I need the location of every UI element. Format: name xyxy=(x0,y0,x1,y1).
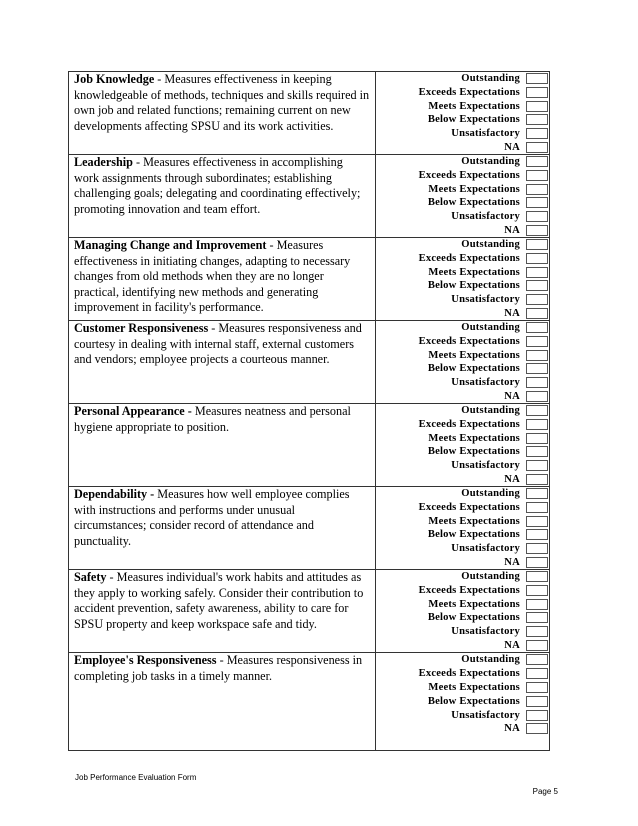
criterion-description xyxy=(69,404,376,486)
criterion-description xyxy=(69,570,376,652)
rating-row xyxy=(376,127,549,141)
rating-label: Outstanding xyxy=(461,156,520,168)
rating-checkbox[interactable] xyxy=(526,336,548,347)
rating-row xyxy=(376,694,549,708)
rating-label: NA xyxy=(504,723,520,735)
rating-checkbox[interactable] xyxy=(526,654,548,665)
rating-row xyxy=(376,667,549,681)
rating-checkbox[interactable] xyxy=(526,543,548,554)
rating-options xyxy=(376,238,549,320)
rating-label: NA xyxy=(504,556,520,568)
rating-label: Meets Expectations xyxy=(428,266,520,278)
rating-checkbox[interactable] xyxy=(526,350,548,361)
rating-label: Outstanding xyxy=(461,73,520,85)
rating-label: Below Expectations xyxy=(427,529,520,541)
rating-row xyxy=(376,514,549,528)
rating-row xyxy=(376,708,549,722)
rating-checkbox[interactable] xyxy=(526,474,548,485)
rating-label: Below Expectations xyxy=(427,280,520,292)
rating-label: Outstanding xyxy=(461,571,520,583)
rating-label: NA xyxy=(504,141,520,153)
rating-checkbox[interactable] xyxy=(526,668,548,679)
rating-label: NA xyxy=(504,473,520,485)
rating-row xyxy=(376,362,549,376)
rating-row xyxy=(376,321,549,335)
rating-options xyxy=(376,653,549,750)
rating-checkbox[interactable] xyxy=(526,502,548,513)
footer-form-name: Job Performance Evaluation Form xyxy=(75,773,197,782)
rating-checkbox[interactable] xyxy=(526,114,548,125)
rating-label: Outstanding xyxy=(461,239,520,251)
rating-options xyxy=(376,321,549,403)
rating-row xyxy=(376,638,549,652)
rating-label: Below Expectations xyxy=(427,114,520,126)
criterion-title: Customer Responsiveness xyxy=(74,321,209,335)
rating-checkbox[interactable] xyxy=(526,170,548,181)
rating-options xyxy=(376,404,549,486)
rating-row xyxy=(376,570,549,584)
rating-options xyxy=(376,72,549,154)
rating-row xyxy=(376,431,549,445)
rating-checkbox[interactable] xyxy=(526,446,548,457)
rating-row xyxy=(376,459,549,473)
rating-row xyxy=(376,653,549,667)
rating-checkbox[interactable] xyxy=(526,308,548,319)
criterion-text: - Measures effectiveness in accomplishing work assignments through subordinates; establishing challenging goals; delegating and coordinating effectively; promoting innovation and team effort. xyxy=(74,155,361,216)
rating-label: Below Expectations xyxy=(427,197,520,209)
criterion-section xyxy=(68,320,550,403)
rating-row xyxy=(376,223,549,237)
rating-options xyxy=(376,570,549,652)
rating-checkbox[interactable] xyxy=(526,488,548,499)
rating-label: Exceeds Expectations xyxy=(418,170,520,181)
rating-label: Below Expectations xyxy=(427,363,520,375)
criterion-title: Managing Change and Improvement xyxy=(74,238,267,252)
rating-checkbox[interactable] xyxy=(526,280,548,291)
rating-label: Below Expectations xyxy=(427,612,520,624)
rating-checkbox[interactable] xyxy=(526,87,548,98)
rating-row xyxy=(376,86,549,100)
rating-checkbox[interactable] xyxy=(526,571,548,582)
rating-row xyxy=(376,155,549,169)
rating-options xyxy=(376,155,549,237)
rating-label: Meets Expectations xyxy=(428,100,520,112)
criterion-section xyxy=(68,486,550,569)
criterion-section xyxy=(68,569,550,652)
criterion-description xyxy=(69,155,376,237)
criterion-title: Safety xyxy=(74,570,107,584)
rating-checkbox[interactable] xyxy=(526,599,548,610)
rating-row xyxy=(376,528,549,542)
rating-row xyxy=(376,681,549,695)
rating-label: Meets Expectations xyxy=(428,515,520,527)
rating-row xyxy=(376,182,549,196)
rating-label: Meets Expectations xyxy=(428,349,520,361)
criterion-title: Job Knowledge xyxy=(74,72,155,86)
rating-checkbox[interactable] xyxy=(526,460,548,471)
rating-label: Unsatisfactory xyxy=(451,377,520,389)
rating-row xyxy=(376,611,549,625)
rating-label: Exceeds Expectations xyxy=(418,87,520,98)
rating-row xyxy=(376,555,549,569)
rating-row xyxy=(376,389,549,403)
rating-checkbox[interactable] xyxy=(526,73,548,84)
rating-label: Unsatisfactory xyxy=(451,294,520,306)
rating-row xyxy=(376,252,549,266)
rating-checkbox[interactable] xyxy=(526,529,548,540)
rating-checkbox[interactable] xyxy=(526,128,548,139)
rating-options xyxy=(376,487,549,569)
rating-label: Outstanding xyxy=(461,405,520,417)
rating-label: NA xyxy=(504,639,520,651)
rating-row xyxy=(376,376,549,390)
rating-checkbox[interactable] xyxy=(526,640,548,651)
rating-row xyxy=(376,306,549,320)
criterion-text: - Measures effectiveness in initiating changes, adapting to necessary changes from old methods when they are no longer practical, identifying new methods and generating improvement in facility's performance. xyxy=(74,238,351,315)
rating-checkbox[interactable] xyxy=(526,516,548,527)
rating-checkbox[interactable] xyxy=(526,696,548,707)
rating-checkbox[interactable] xyxy=(526,211,548,222)
rating-checkbox[interactable] xyxy=(526,101,548,112)
rating-row xyxy=(376,472,549,486)
rating-label: NA xyxy=(504,390,520,402)
criterion-section xyxy=(68,403,550,486)
footer-page-number: Page 5 xyxy=(532,787,558,796)
rating-row xyxy=(376,542,549,556)
criterion-text: Measures how well employee complies with instructions and performs under unusual circumstances; consider record of attendance and punctuality. xyxy=(74,487,350,548)
criterion-text: Measures neatness and personal hygiene appropriate to position. xyxy=(74,404,351,434)
rating-row xyxy=(376,597,549,611)
rating-checkbox[interactable] xyxy=(526,585,548,596)
criterion-title: Leadership xyxy=(74,155,133,169)
criterion-section xyxy=(68,652,550,751)
rating-label: Unsatisfactory xyxy=(451,543,520,555)
criterion-description xyxy=(69,653,376,750)
rating-row xyxy=(376,404,549,418)
rating-row xyxy=(376,501,549,515)
rating-checkbox[interactable] xyxy=(526,391,548,402)
rating-checkbox[interactable] xyxy=(526,557,548,568)
rating-label: Exceeds Expectations xyxy=(418,419,520,430)
rating-checkbox[interactable] xyxy=(526,225,548,236)
rating-label: NA xyxy=(504,307,520,319)
rating-label: Meets Expectations xyxy=(428,598,520,610)
rating-label: Unsatisfactory xyxy=(451,128,520,140)
criterion-description xyxy=(69,238,376,320)
rating-row xyxy=(376,584,549,598)
rating-row xyxy=(376,348,549,362)
rating-checkbox[interactable] xyxy=(526,184,548,195)
rating-row xyxy=(376,196,549,210)
rating-label: Below Expectations xyxy=(427,695,520,707)
criterion-section xyxy=(68,237,550,320)
criterion-section xyxy=(68,154,550,237)
rating-checkbox[interactable] xyxy=(526,197,548,208)
rating-label: Outstanding xyxy=(461,322,520,334)
rating-label: Exceeds Expectations xyxy=(418,336,520,347)
rating-label: Unsatisfactory xyxy=(451,709,520,721)
rating-row xyxy=(376,335,549,349)
rating-label: NA xyxy=(504,224,520,236)
rating-label: Meets Expectations xyxy=(428,681,520,693)
criterion-description xyxy=(69,321,376,403)
rating-row xyxy=(376,99,549,113)
rating-checkbox[interactable] xyxy=(526,626,548,637)
rating-checkbox[interactable] xyxy=(526,682,548,693)
rating-row xyxy=(376,279,549,293)
rating-label: Exceeds Expectations xyxy=(418,253,520,264)
rating-checkbox[interactable] xyxy=(526,419,548,430)
rating-row xyxy=(376,113,549,127)
rating-row xyxy=(376,238,549,252)
rating-label: Unsatisfactory xyxy=(451,626,520,638)
rating-label: Unsatisfactory xyxy=(451,460,520,472)
criterion-title: Dependability - xyxy=(74,487,155,501)
rating-row xyxy=(376,169,549,183)
rating-row xyxy=(376,293,549,307)
evaluation-table xyxy=(68,71,550,751)
rating-checkbox[interactable] xyxy=(526,267,548,278)
rating-checkbox[interactable] xyxy=(526,239,548,250)
criterion-title: Personal Appearance - xyxy=(74,404,192,418)
rating-checkbox[interactable] xyxy=(526,294,548,305)
rating-checkbox[interactable] xyxy=(526,156,548,167)
rating-row xyxy=(376,265,549,279)
criterion-section xyxy=(68,71,550,154)
rating-checkbox[interactable] xyxy=(526,142,548,153)
rating-row xyxy=(376,72,549,86)
rating-checkbox[interactable] xyxy=(526,322,548,333)
rating-row xyxy=(376,722,549,736)
criterion-title: Employee's Responsiveness xyxy=(74,653,217,667)
rating-label: Exceeds Expectations xyxy=(418,585,520,596)
rating-checkbox[interactable] xyxy=(526,377,548,388)
rating-label: Meets Expectations xyxy=(428,432,520,444)
rating-label: Exceeds Expectations xyxy=(418,502,520,513)
rating-checkbox[interactable] xyxy=(526,710,548,721)
rating-checkbox[interactable] xyxy=(526,253,548,264)
rating-checkbox[interactable] xyxy=(526,363,548,374)
rating-label: Meets Expectations xyxy=(428,183,520,195)
criterion-description xyxy=(69,72,376,154)
rating-label: Exceeds Expectations xyxy=(418,668,520,680)
rating-row xyxy=(376,445,549,459)
rating-checkbox[interactable] xyxy=(526,612,548,623)
rating-row xyxy=(376,625,549,639)
rating-checkbox[interactable] xyxy=(526,723,548,734)
rating-label: Outstanding xyxy=(461,654,520,666)
criterion-text: - Measures effectiveness in keeping knowledgeable of methods, techniques and skills required in own job and related functions; remaining current on new developments affecting SPSU and its work activities. xyxy=(74,72,370,133)
rating-row xyxy=(376,418,549,432)
rating-checkbox[interactable] xyxy=(526,433,548,444)
criterion-text: - Measures responsiveness in completing job tasks in a timely manner. xyxy=(74,653,363,683)
rating-label: Unsatisfactory xyxy=(451,211,520,223)
rating-row xyxy=(376,210,549,224)
rating-label: Below Expectations xyxy=(427,446,520,458)
criterion-text: - Measures responsiveness and courtesy in dealing with internal staff, external customers and vendors; employee projects a courteous manner. xyxy=(74,321,362,367)
rating-row xyxy=(376,487,549,501)
rating-checkbox[interactable] xyxy=(526,405,548,416)
rating-row xyxy=(376,140,549,154)
rating-label: Outstanding xyxy=(461,488,520,500)
criterion-text: - Measures individual's work habits and attitudes as they apply to working safely. Consider their contribution to accident prevention, safety awareness, ability to care for SPSU property and keep workspace safe and tidy. xyxy=(74,570,364,631)
criterion-description xyxy=(69,487,376,569)
